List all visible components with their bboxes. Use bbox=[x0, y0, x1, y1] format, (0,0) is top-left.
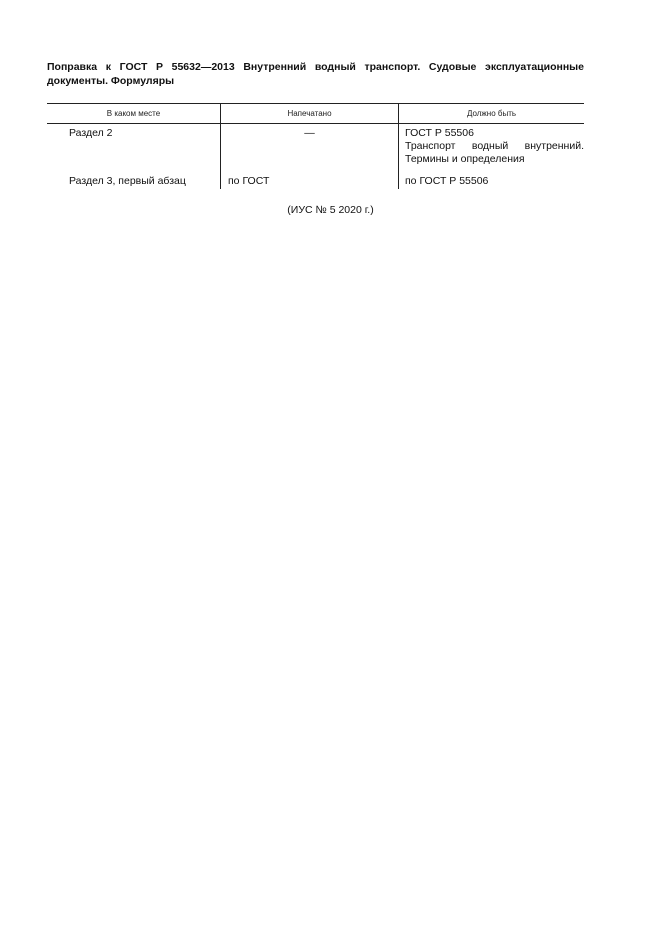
row1-place: Раздел 2 bbox=[69, 127, 113, 139]
row2-printed: по ГОСТ bbox=[228, 175, 270, 187]
row2-place: Раздел 3, первый абзац bbox=[69, 175, 186, 187]
column-divider bbox=[220, 103, 221, 189]
row1-should-be-line: Термины и определения bbox=[405, 153, 525, 165]
row1-printed: — bbox=[304, 127, 315, 139]
table-header-row bbox=[47, 103, 584, 124]
document-footer: (ИУС № 5 2020 г.) bbox=[287, 204, 374, 216]
column-divider bbox=[398, 103, 399, 189]
row2-should-be: по ГОСТ Р 55506 bbox=[405, 175, 489, 187]
row1-should-be-line: ГОСТ Р 55506 bbox=[405, 127, 474, 139]
row1-should-be-line: Транспорт водный внутренний. bbox=[405, 140, 584, 152]
correction-table bbox=[47, 103, 584, 187]
header-should-be: Должно быть bbox=[466, 109, 517, 118]
row1-should-be bbox=[405, 127, 584, 166]
header-printed: Напечатано bbox=[287, 109, 332, 118]
document-title: Поправка к ГОСТ Р 55632—2013 Внутренний водный транспорт. Судовые эксплуатационные документы. Формуляры bbox=[47, 61, 584, 87]
header-place: В каком месте bbox=[106, 109, 161, 118]
